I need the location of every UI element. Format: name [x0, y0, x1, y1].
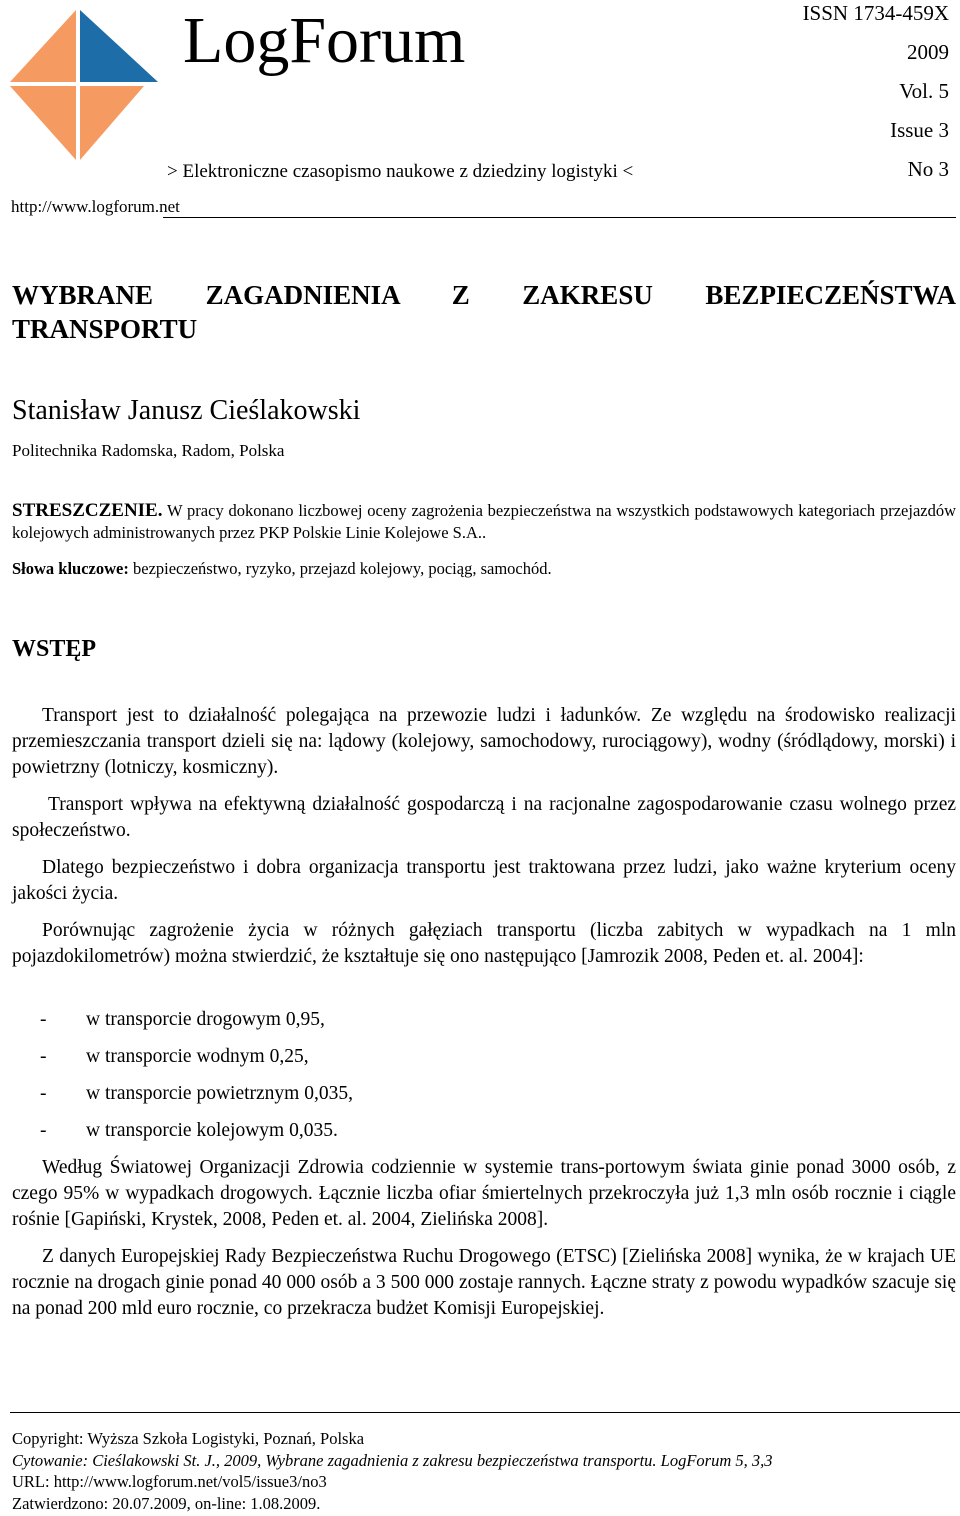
journal-title: LogForum — [183, 4, 466, 77]
volume: Vol. 5 — [899, 79, 949, 103]
section-heading: WSTĘP — [12, 636, 97, 662]
paragraph-text: Z danych Europejskiej Rady Bezpieczeństwa Ruchu Drogowego (ETSC) [Zielińska 2008] wynika, że w krajach UE rocznie na drogach ginie ponad 40 000 osób a 3 500 000 zostaje rannych. Łączne straty z powodu wypadków szacuje się na ponad 200 mld euro rocznie, co przekracza budżet Komisji Europejskiej. — [12, 1246, 956, 1319]
issue: Issue 3 — [890, 118, 949, 142]
paragraph — [12, 855, 956, 907]
article-url-link[interactable]: URL: http://www.logforum.net/vol5/issue3/no3 — [12, 1472, 327, 1491]
footer-divider — [10, 1412, 960, 1413]
author-affiliation: Politechnika Radomska, Radom, Polska — [12, 441, 285, 460]
list-dash: - — [40, 1120, 47, 1141]
list-dash: - — [40, 1009, 47, 1030]
paragraph — [12, 1244, 956, 1322]
logo-orange-left-triangle — [10, 10, 76, 82]
logforum-logo — [10, 10, 160, 162]
issue-metadata — [803, 0, 949, 195]
paragraph — [12, 918, 956, 970]
logo-orange-bottom-left-triangle — [10, 86, 76, 160]
keywords-label: Słowa kluczowe: — [12, 559, 129, 578]
list-item-text: w transporcie wodnym 0,25, — [86, 1046, 309, 1067]
issn: ISSN 1734-459X — [802, 1, 949, 25]
article-title: WYBRANE ZAGADNIENIA Z ZAKRESU BEZPIECZEŃSTWA TRANSPORTU — [12, 280, 956, 344]
paragraph-text: Transport wpływa na efektywną działalność gospodarczą i na racjonalne zagospodarowanie czasu wolnego przez społeczeństwo. — [12, 794, 956, 841]
header-divider — [163, 217, 956, 218]
year: 2009 — [907, 40, 949, 64]
footer — [12, 1428, 773, 1514]
paragraph — [12, 792, 956, 844]
abstract — [12, 500, 956, 544]
keywords — [12, 558, 956, 580]
list-item-text: w transporcie powietrznym 0,035, — [86, 1083, 353, 1104]
approval-dates: Zatwierdzono: 20.07.2009, on-line: 1.08.2009. — [12, 1493, 321, 1513]
paragraph — [12, 1155, 956, 1233]
keywords-text: bezpieczeństwo, ryzyko, przejazd kolejowy, pociąg, samochód. — [133, 559, 552, 578]
list-dash: - — [40, 1083, 47, 1104]
logo-blue-triangle — [80, 10, 158, 82]
paragraph — [12, 703, 956, 781]
list-dash: - — [40, 1046, 47, 1067]
paragraph-text: Według Światowej Organizacji Zdrowia codziennie w systemie trans-portowym świata ginie ponad 3000 osób, z czego 95% w wypadkach drogowych. Łącznie liczba ofiar śmiertelnych przekroczyła już 1,3 mln osób rocznie i ciągle rośnie [Gapiński, Krystek, 2008, Peden et. al. 2004, Zielińska 2008]. — [12, 1157, 956, 1230]
logo-orange-bottom-right-triangle — [80, 86, 144, 160]
paragraph-text: Porównując zagrożenie życia w różnych gałęziach transportu (liczba zabitych w wypadkach na 1 mln pojazdokilometrów) można stwierdzić, że kształtuje się ono następująco [Jamrozik 2008, Peden et. al. 2004]: — [12, 920, 956, 967]
copyright: Copyright: Wyższa Szkoła Logistyki, Poznań, Polska — [12, 1429, 365, 1448]
abstract-label: STRESZCZENIE. — [12, 500, 163, 521]
abstract-text: W pracy dokonano liczbowej oceny zagrożenia bezpieczeństwa na wszystkich podstawowych kategoriach przejazdów kolejowych administrowanych przez PKP Polskie Linie Kolejowe S.A.. — [12, 501, 957, 542]
paragraph-text: Transport jest to działalność polegająca na przewozie ludzi i ładunków. Ze względu na środowisko realizacji przemieszczania transport dzieli się na: lądowy (kolejowy, samochodowy, rurociągowy), wodny (śródlądowy, morski) i powietrzny (lotniczy, kosmiczny). — [12, 705, 956, 778]
journal-subtitle: > Elektroniczne czasopismo naukowe z dziedziny logistyki < — [167, 161, 634, 182]
author-name: Stanisław Janusz Cieślakowski — [12, 395, 361, 426]
journal-url-link[interactable]: http://www.logforum.net — [11, 197, 180, 216]
citation: Cytowanie: Cieślakowski St. J., 2009, Wybrane zagadnienia z zakresu bezpieczeństwa transportu. LogForum 5, 3,3 — [12, 1450, 773, 1470]
paragraph-text: Dlatego bezpieczeństwo i dobra organizacja transportu jest traktowana przez ludzi, jako ważne kryterium oceny jakości życia. — [12, 857, 956, 904]
list-item-text: w transporcie drogowym 0,95, — [86, 1009, 325, 1030]
list-item-text: w transporcie kolejowym 0,035. — [86, 1120, 338, 1141]
number: No 3 — [907, 157, 949, 181]
